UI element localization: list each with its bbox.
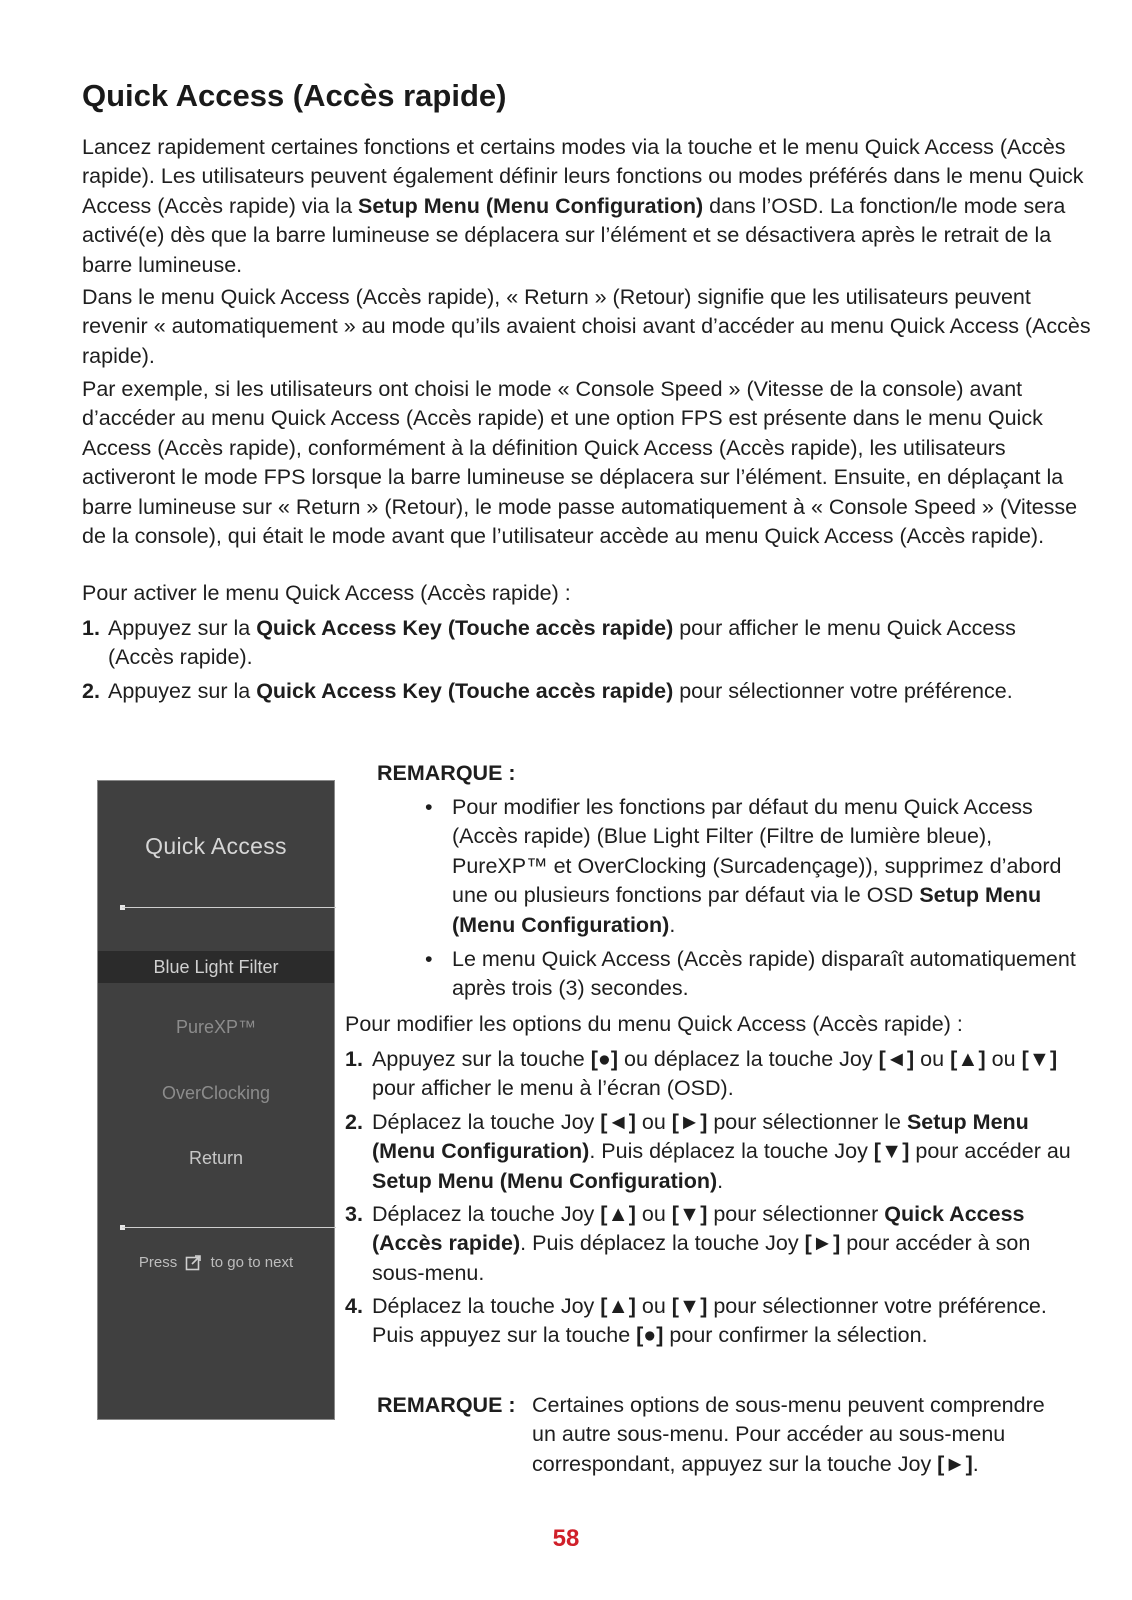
modify-step-1: 1. Appuyez sur la touche [●] ou déplacez la touche Joy [◄] ou [▲] ou [▼] pour afficher le menu à l’écran (OSD). <box>345 1047 1058 1101</box>
intro-paragraph-1: Lancez rapidement certaines fonctions et certains modes via la touche et le menu Quick Access (Accès rapide). Les utilisateurs peuvent également définir leurs fonctions ou modes préférés dans le menu Quick Access (Accès rapide) via la Setup Menu (Menu Configuration) dans l’OSD. La fonction/le mode sera activé(e) dès que la barre lumineuse se déplacera sur l’élément et se désactivera après le retrait de la barre lumineuse. <box>82 135 1084 277</box>
modify-step-3: 3. Déplacez la touche Joy [▲] ou [▼] pour sélectionner Quick Access (Accès rapide). Puis déplacez la touche Joy [►] pour accéder à son sous-menu. <box>345 1202 1031 1285</box>
osd-footer: Press to go to next <box>98 1254 334 1275</box>
note-1-bullet-2: • Le menu Quick Access (Accès rapide) disparaît automatiquement après trois (3) secondes. <box>425 947 1076 1001</box>
osd-divider-bottom <box>122 1227 336 1228</box>
note-2-text: Certaines options de sous-menu peuvent comprendre un autre sous-menu. Pour accéder au sous-menu correspondant, appuyez sur la touche Joy [►]. <box>532 1393 1045 1476</box>
note-2-label: REMARQUE : <box>377 1393 516 1417</box>
modify-step-4: 4. Déplacez la touche Joy [▲] ou [▼] pour sélectionner votre préférence. Puis appuyez sur la touche [●] pour confirmer la sélection. <box>345 1294 1047 1348</box>
intro-paragraph-2: Dans le menu Quick Access (Accès rapide), « Return » (Retour) signifie que les utilisateurs peuvent revenir « automatiquement » au mode qu’ils avaient choisi avant d’accéder au menu Quick Access (Accès rapide). <box>82 285 1091 368</box>
activate-step-2: 2. Appuyez sur la Quick Access Key (Touche accès rapide) pour sélectionner votre préférence. <box>82 679 1013 703</box>
note-1-label: REMARQUE : <box>377 761 516 785</box>
activate-step-1: 1. Appuyez sur la Quick Access Key (Touche accès rapide) pour afficher le menu Quick Access (Accès rapide). <box>82 616 1016 670</box>
page-number: 58 <box>552 1525 580 1552</box>
modify-intro: Pour modifier les options du menu Quick Access (Accès rapide) : <box>345 1012 963 1036</box>
intro-paragraph-3: Par exemple, si les utilisateurs ont choisi le mode « Console Speed » (Vitesse de la console) avant d’accéder au menu Quick Access (Accès rapide) et une option FPS est présente dans le menu Quick Access (Accès rapide), conformément à la définition Quick Access (Accès rapide), les utilisateurs activeront le mode FPS lorsque la barre lumineuse se déplacera sur l’élément. Ensuite, en déplaçant la barre lumineuse sur « Return » (Retour), le mode passe automatiquement à « Console Speed » (Vitesse de la console), qui était le mode avant que l’utilisateur accède au menu Quick Access (Accès rapide). <box>82 377 1078 549</box>
external-link-icon <box>185 1254 202 1275</box>
osd-item-return[interactable]: Return <box>188 1148 244 1168</box>
osd-quick-access-panel <box>97 780 335 1420</box>
osd-item-purexp[interactable]: PureXP™ <box>175 1017 257 1037</box>
osd-item-overclocking[interactable]: OverClocking <box>161 1083 271 1103</box>
activate-intro: Pour activer le menu Quick Access (Accès rapide) : <box>82 581 571 605</box>
page-title: Quick Access (Accès rapide) <box>82 78 507 113</box>
osd-item-blue-light-filter[interactable]: Blue Light Filter <box>98 951 334 983</box>
osd-title: Quick Access <box>145 833 287 859</box>
osd-divider-top <box>122 907 336 908</box>
modify-step-2: 2. Déplacez la touche Joy [◄] ou [►] pour sélectionner le Setup Menu (Menu Configuration). Puis déplacez la touche Joy [▼] pour accéder au Setup Menu (Menu Configuration). <box>345 1110 1071 1193</box>
note-1-bullet-1: • Pour modifier les fonctions par défaut du menu Quick Access (Accès rapide) (Blue Light Filter (Filtre de lumière bleue), PureXP™ et OverClocking (Surcadençage)), supprimez d’abord une ou plusieurs fonctions par défaut via le OSD Setup Menu (Menu Configuration). <box>425 795 1062 937</box>
